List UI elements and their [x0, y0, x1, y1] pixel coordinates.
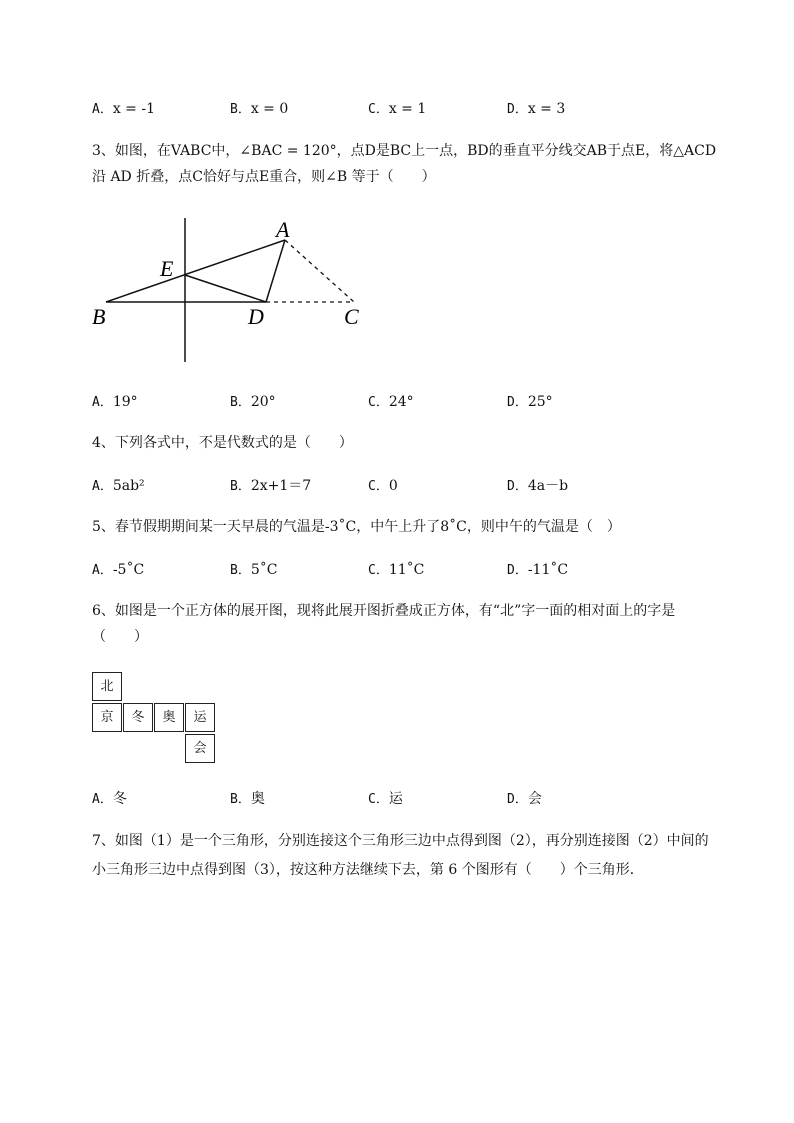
point-label-b: B [92, 304, 106, 329]
q4-option-d: D．4a－b [507, 478, 569, 494]
q3-option-b: B．20° [230, 394, 276, 410]
q6-stem [92, 601, 732, 647]
q5-option-c: C．11˚C [368, 562, 425, 578]
q5-option-a: A．-5˚C [92, 562, 145, 578]
q3-stem [92, 141, 732, 187]
point-label-a: A [276, 217, 290, 242]
q5-option-d: D．-11˚C [507, 562, 569, 578]
q2-option-d: D．x = 3 [507, 101, 566, 117]
q2-option-a: A．x = -1 [92, 101, 155, 117]
net-cell-3: 奥 [154, 703, 184, 732]
point-label-c: C [344, 304, 359, 329]
segment-ba [106, 240, 285, 302]
q4-stem [92, 433, 732, 453]
q7-stem-line-2: 小三角形三边中点得到图（3），按这种方法继续下去，第 6 个图形有（ ）个三角形． [92, 862, 644, 878]
q4-option-b: B．2x+1＝7 [230, 478, 312, 494]
q3-stem-line-2: 沿 AD 折叠，点C恰好与点E重合，则∠B 等于（ ） [92, 169, 436, 185]
q7-stem [92, 831, 732, 880]
q2-option-b: B．x = 0 [230, 101, 289, 117]
q6-option-a: A．冬 [92, 791, 127, 807]
segment-ad [266, 240, 285, 302]
segment-ed [185, 275, 266, 302]
point-label-e: E [160, 256, 174, 281]
q3-option-a: A．19° [92, 394, 138, 410]
q6-stem-line-2: （ ） [92, 629, 148, 645]
q7-stem-line-1: 7、如图（1）是一个三角形，分别连接这个三角形三边中点得到图（2），再分别连接图（2）中间的 [92, 833, 709, 849]
q3-option-d: D．25° [507, 394, 553, 410]
net-cell-1: 京 [92, 703, 122, 732]
segment-ac-dashed [285, 240, 354, 302]
q6-option-b: B．奥 [230, 791, 265, 807]
net-cell-bottom: 会 [185, 734, 215, 763]
q3-option-c: C．24° [368, 394, 414, 410]
q4-stem-text: 4、下列各式中，不是代数式的是（ ） [92, 435, 353, 451]
q4-option-c: C．0 [368, 478, 398, 494]
q5-option-b: B．5˚C [230, 562, 278, 578]
q3-triangle-figure [88, 212, 378, 367]
q6-cube-net [92, 672, 220, 766]
q2-option-c: C．x = 1 [368, 101, 427, 117]
q5-stem [92, 517, 732, 537]
q6-option-c: C．运 [368, 791, 403, 807]
net-cell-4: 运 [185, 703, 215, 732]
q6-option-d: D．会 [507, 791, 542, 807]
net-cell-2: 冬 [123, 703, 153, 732]
q3-stem-line-1: 3、如图，在VABC中，∠BAC = 120°，点D是BC上一点，BD的垂直平分线交AB于点E，将△ACD [92, 143, 717, 159]
q5-stem-text: 5、春节假期期间某一天早晨的气温是-3˚C，中午上升了8˚C，则中午的气温是（ ） [92, 519, 621, 535]
q6-stem-line-1: 6、如图是一个正方体的展开图，现将此展开图折叠成正方体，有“北”字一面的相对面上的字是 [92, 603, 676, 619]
net-cell-top: 北 [92, 672, 122, 701]
q4-option-a: A．5ab² [92, 478, 145, 494]
point-label-d: D [248, 304, 264, 329]
